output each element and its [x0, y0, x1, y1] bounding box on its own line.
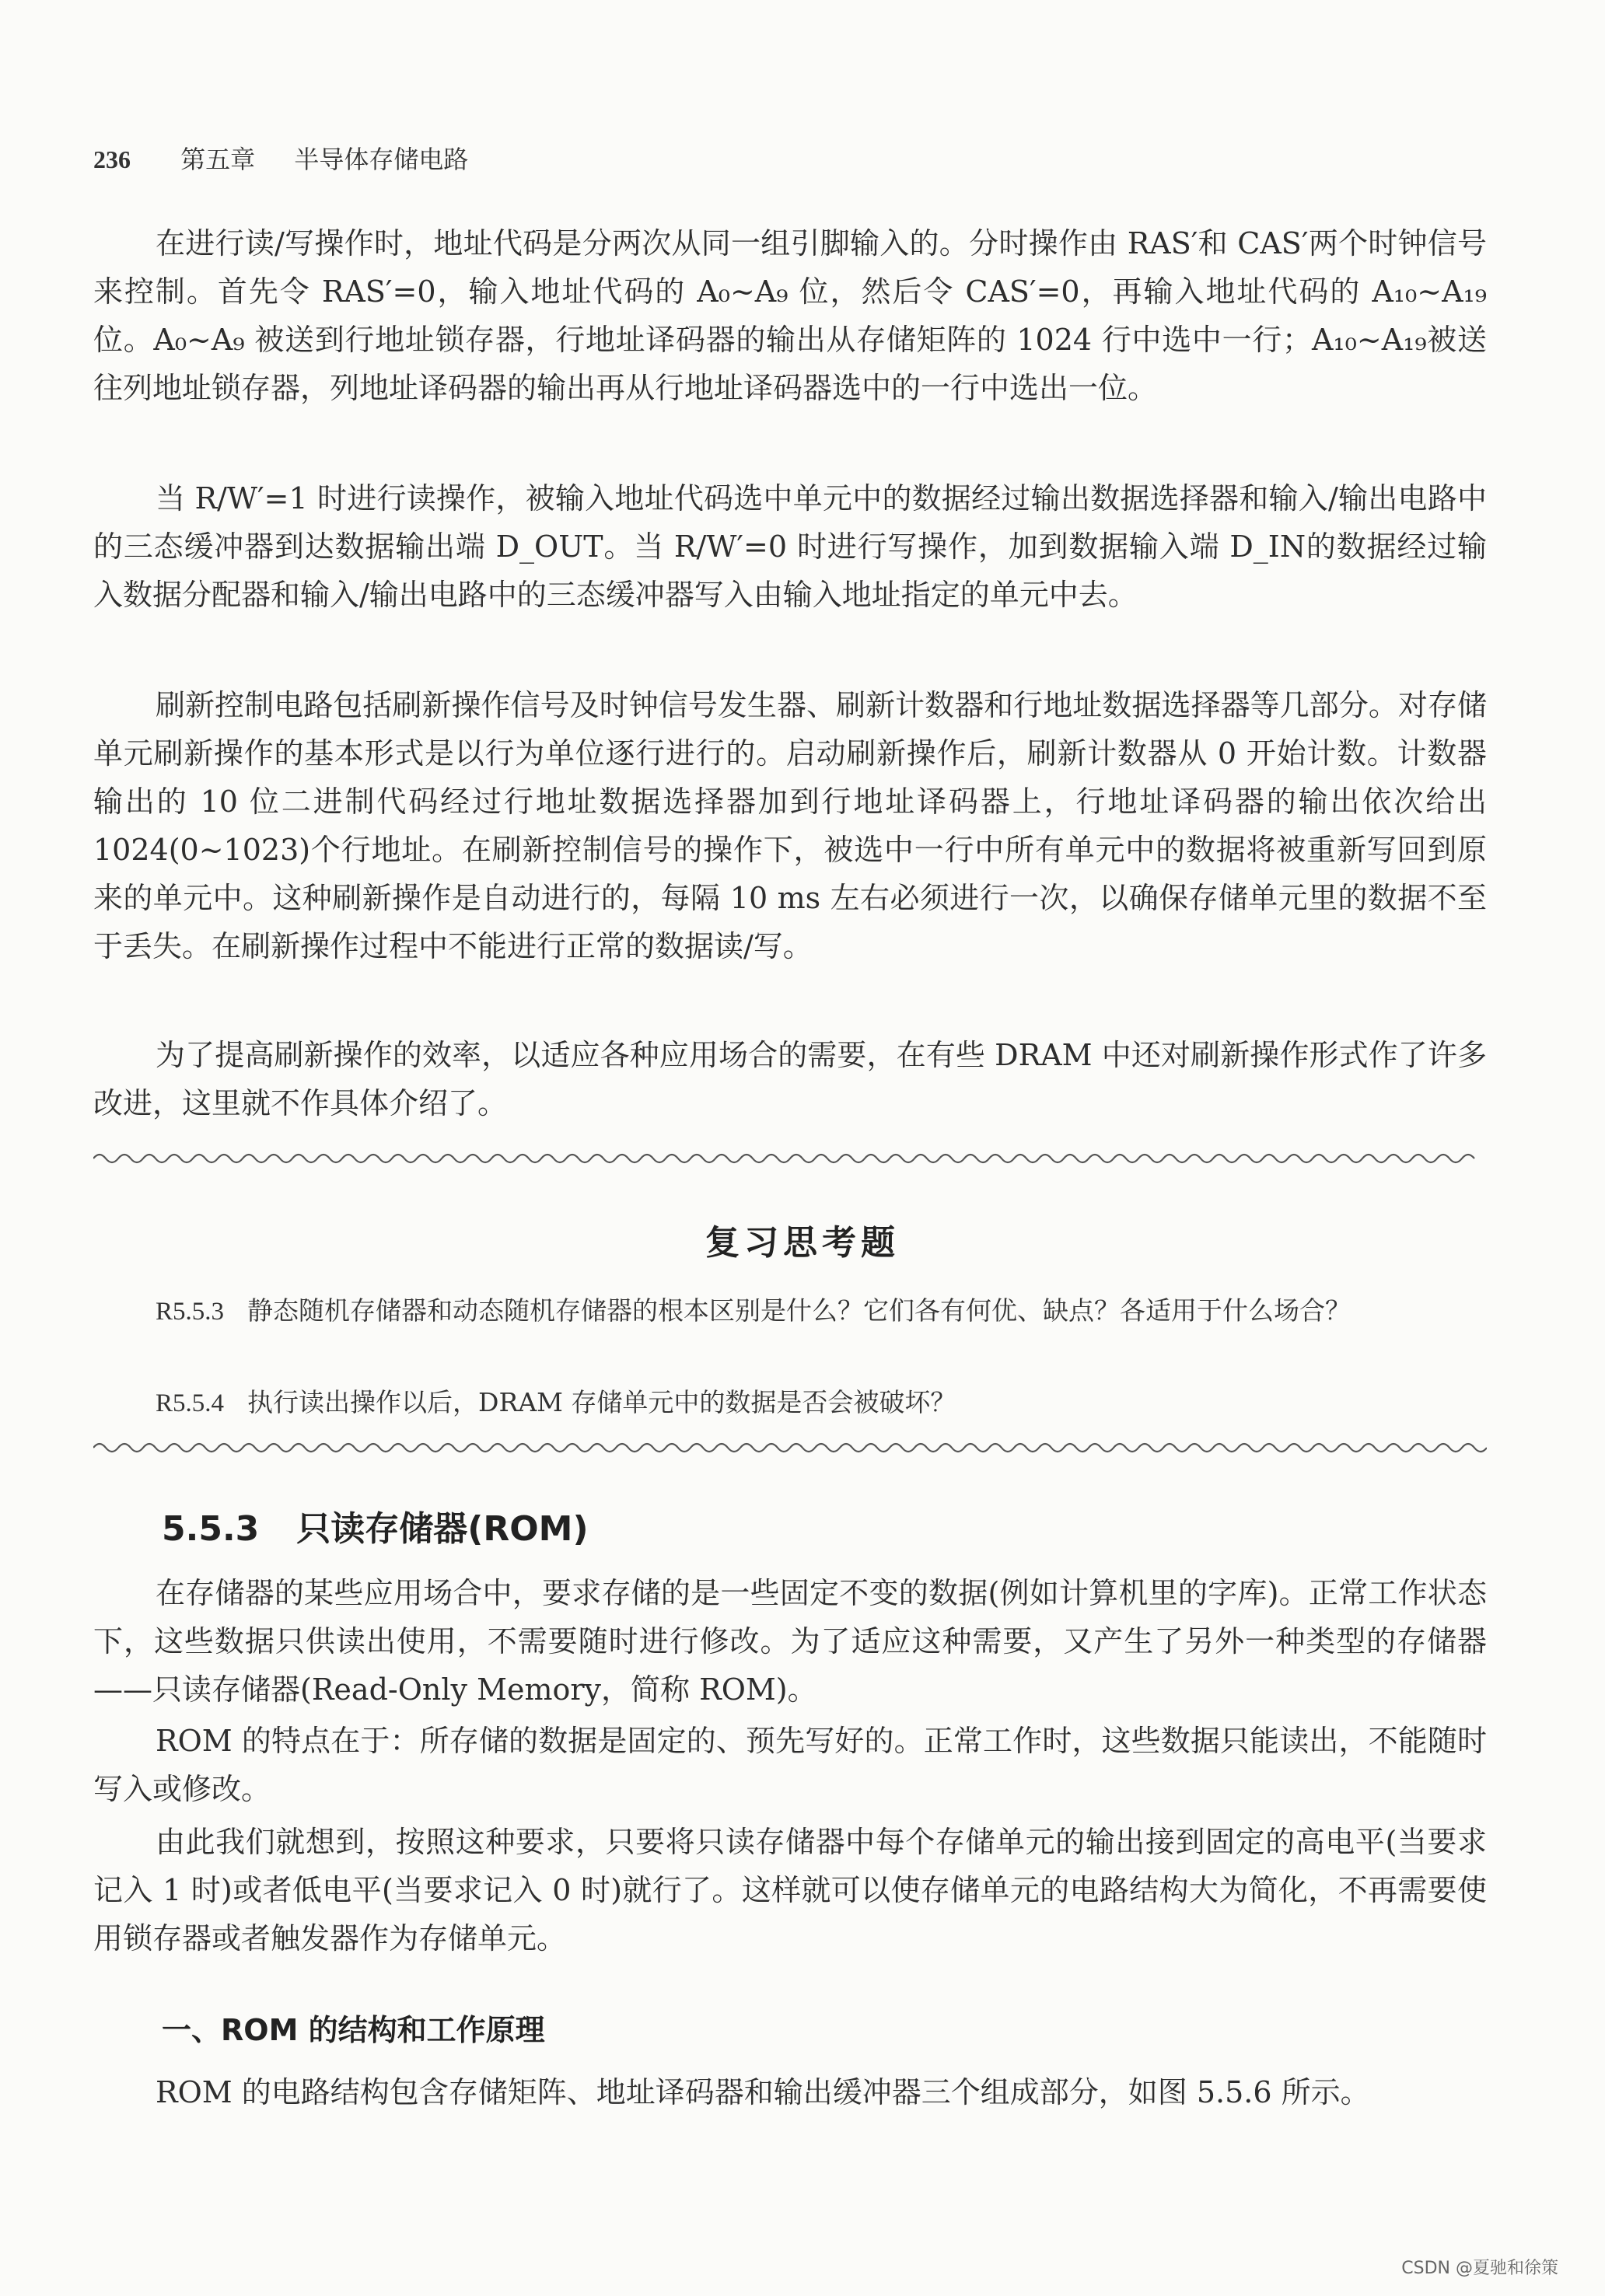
- paragraph-rom-feature: ROM 的特点在于：所存储的数据是固定的、预先写好的。正常工作时，这些数据只能读出，不能随时写入或修改。: [93, 1724, 1487, 1806]
- question-id: R5.5.3: [156, 1298, 225, 1326]
- wavy-divider-top: [93, 1149, 1487, 1168]
- chapter-title: 半导体存储电路: [294, 145, 469, 174]
- section-heading: [162, 1501, 589, 1550]
- paragraph-refresh: 刷新控制电路包括刷新操作信号及时钟信号发生器、刷新计数器和行地址数据选择器等几部分。对存储单元刷新操作的基本形式是以行为单位逐行进行的。启动刷新操作后，刷新计数器从 0 开始计数。计数器输出的 10 位二进制代码经过行地址数据选择器加到行地址译码器上，行地址译码器的输出依次给出 1024(0~1023)个行地址。在刷新控制信号的操作下，被选中一行中所有单元中的数据将被重新写回到原来的单元中。这种刷新操作是自动进行的，每隔 10 ms 左右必须进行一次，以确保存储单元里的数据不至于丢失。在刷新操作过程中不能进行正常的数据读/写。: [93, 688, 1487, 963]
- wavy-divider-bottom: [93, 1438, 1487, 1457]
- page-header: [93, 140, 468, 176]
- section-title: 只读存储器(ROM): [296, 1509, 589, 1549]
- watermark: CSDN @夏驰和徐策: [1401, 2259, 1558, 2278]
- paragraph-rw-mode: 当 R/W′=1 时进行读操作，被输入地址代码选中单元中的数据经过输出数据选择器和输入/输出电路中的三态缓冲器到达数据输出端 D_OUT。当 R/W′=0 时进行写操作，加到数据输入端 D_IN的数据经过输入数据分配器和输入/输出电路中的三态缓冲器写入由输入地址指定的单元中去。: [93, 481, 1487, 612]
- paragraph-refresh-efficiency: 为了提高刷新操作的效率，以适应各种应用场合的需要，在有些 DRAM 中还对刷新操作形式作了许多改进，这里就不作具体介绍了。: [93, 1038, 1487, 1120]
- paragraph-rom-idea: 由此我们就想到，按照这种要求，只要将只读存储器中每个存储单元的输出接到固定的高电平(当要求记入 1 时)或者低电平(当要求记入 0 时)就行了。这样就可以使存储单元的电路结构大为简化，不再需要使用锁存器或者触发器作为存储单元。: [93, 1825, 1487, 1955]
- subsection-heading: 一、ROM 的结构和工作原理: [162, 2013, 545, 2047]
- paragraph-rom-structure: ROM 的电路结构包含存储矩阵、地址译码器和输出缓冲器三个组成部分，如图 5.5.6 所示。: [156, 2075, 1370, 2109]
- section-number: 5.5.3: [162, 1509, 260, 1549]
- review-title: 复习思考题: [705, 1223, 900, 1263]
- chapter-label: 第五章: [180, 145, 256, 174]
- review-question: [93, 1289, 1487, 1333]
- question-text: 静态随机存储器和动态随机存储器的根本区别是什么？它们各有何优、缺点？各适用于什么场合？: [247, 1295, 1351, 1326]
- question-id: R5.5.4: [156, 1389, 225, 1417]
- review-question: [93, 1381, 1487, 1425]
- question-text: 执行读出操作以后，DRAM 存储单元中的数据是否会被破坏？: [247, 1387, 956, 1417]
- paragraph-rom-intro: 在存储器的某些应用场合中，要求存储的是一些固定不变的数据(例如计算机里的字库)。正常工作状态下，这些数据只供读出使用，不需要随时进行修改。为了适应这种需要，又产生了另外一种类型的存储器——只读存储器(Read-Only Memory，简称 ROM)。: [93, 1576, 1487, 1707]
- page-number: 236: [93, 145, 131, 173]
- paragraph-read-write: 在进行读/写操作时，地址代码是分两次从同一组引脚输入的。分时操作由 RAS′和 CAS′两个时钟信号来控制。首先令 RAS′=0，输入地址代码的 A₀~A₉ 位，然后令 CAS′=0，再输入地址代码的 A₁₀~A₁₉位。A₀~A₉ 被送到行地址锁存器，行地址译码器的输出从存储矩阵的 1024 行中选中一行；A₁₀~A₁₉被送往列地址锁存器，列地址译码器的输出再从行地址译码器选中的一行中选出一位。: [93, 226, 1487, 405]
